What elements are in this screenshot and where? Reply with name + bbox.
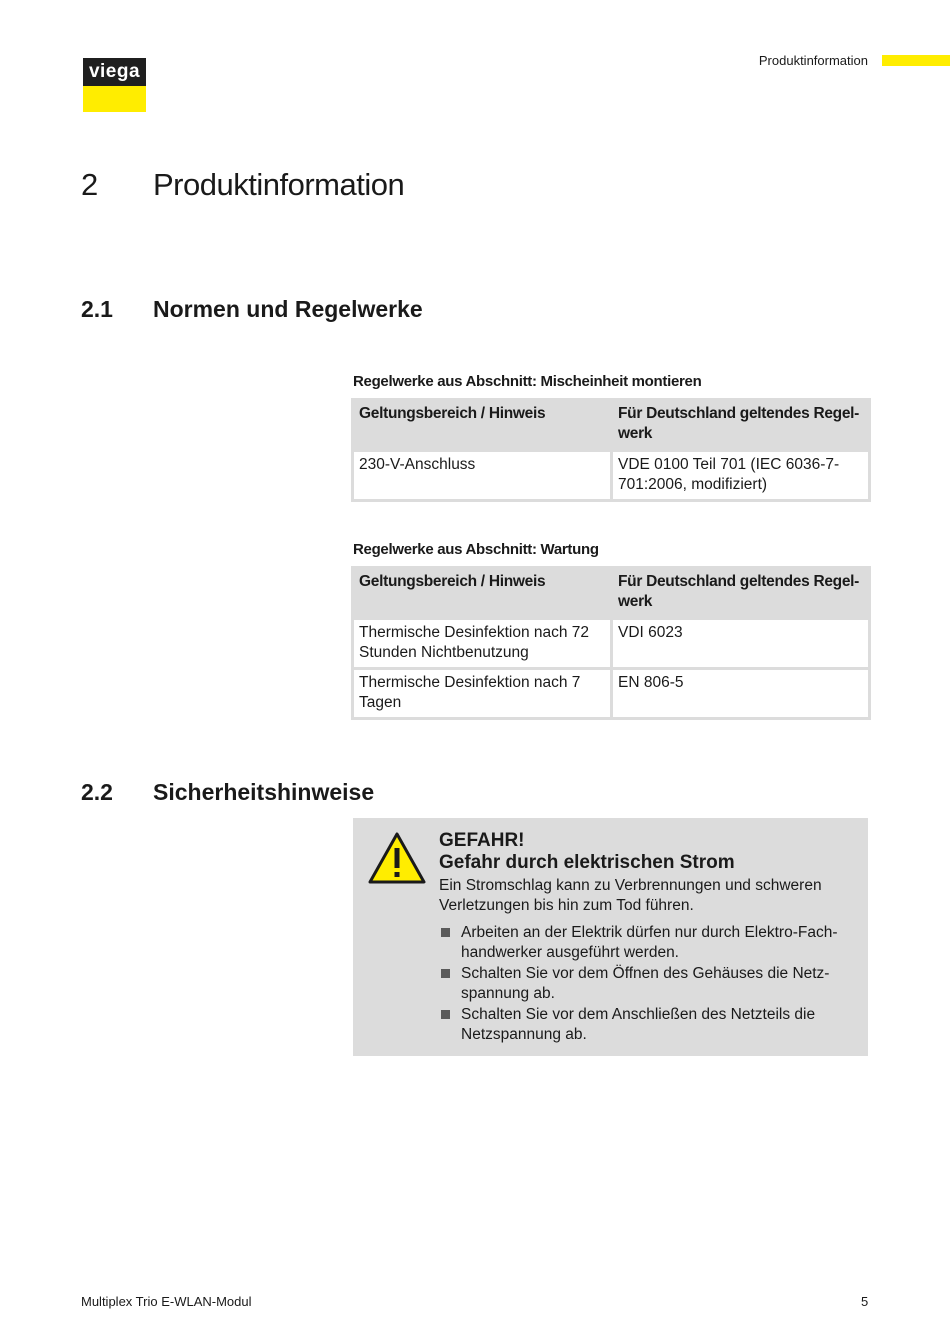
warning-title: Gefahr durch elektrischen Strom	[439, 852, 735, 873]
square-bullet-icon	[441, 969, 450, 978]
header-accent-bar	[882, 55, 950, 66]
table-cell: VDI 6023	[613, 620, 868, 667]
footer-product-name: Multiplex Trio E-WLAN-Modul	[81, 1294, 252, 1309]
table-caption-wartung: Regelwerke aus Abschnitt: Wartung	[353, 541, 599, 558]
list-item-text: Arbeiten an der Elektrik dürfen nur durch Elektro-Fach-handwerker ausgeführt werden.	[461, 924, 838, 961]
section-number: 2.2	[81, 779, 113, 805]
warning-description: Ein Stromschlag kann zu Verbrennungen und schweren Verletzungen bis hin zum Tod führen.	[439, 877, 822, 914]
warning-signal-word: GEFAHR!	[439, 830, 525, 851]
header-cell: Geltungsbereich / Hinweis	[359, 573, 546, 590]
list-item	[439, 1005, 859, 1044]
table-cell: Thermische Desinfektion nach 7 Tagen	[354, 670, 610, 717]
list-item-text: Schalten Sie vor dem Anschließen des Netzteils die Netzspannung ab.	[461, 1006, 816, 1043]
list-item	[439, 923, 859, 962]
table-cell: 230-V-Anschluss	[354, 452, 610, 499]
square-bullet-icon	[441, 1010, 450, 1019]
warning-content	[439, 830, 859, 1046]
table-header-row	[354, 569, 868, 617]
standards-table-wartung	[351, 566, 871, 720]
section-title: Sicherheitshinweise	[153, 779, 375, 805]
section-title: Normen und Regelwerke	[153, 296, 423, 322]
standards-table-mischeinheit	[351, 398, 871, 502]
table-row	[354, 452, 868, 499]
viega-logo	[83, 58, 146, 112]
table-cell: VDE 0100 Teil 701 (IEC 6036-7-701:2006, modifiziert)	[613, 452, 868, 499]
table-row	[354, 620, 868, 667]
warning-instruction-list	[439, 923, 859, 1044]
table-header-row	[354, 401, 868, 449]
table-cell: Thermische Desinfektion nach 72 Stunden Nichtbenutzung	[354, 620, 610, 667]
square-bullet-icon	[441, 928, 450, 937]
table-row	[354, 670, 868, 717]
running-header: Produktinformation	[758, 53, 868, 68]
chapter-number: 2	[81, 167, 98, 202]
danger-warning-box	[353, 818, 868, 1056]
header-cell: Für Deutschland geltendes Regel-werk	[618, 573, 860, 610]
warning-triangle-icon	[367, 831, 427, 885]
list-item-text: Schalten Sie vor dem Öffnen des Gehäuses die Netz-spannung ab.	[461, 965, 830, 1002]
table-cell: EN 806-5	[613, 670, 868, 717]
chapter-title: Produktinformation	[153, 167, 405, 202]
footer-page-number: 5	[861, 1294, 869, 1309]
table-caption-mischeinheit: Regelwerke aus Abschnitt: Mischeinheit montieren	[353, 373, 702, 390]
header-cell: Für Deutschland geltendes Regel-werk	[618, 405, 860, 442]
list-item	[439, 964, 859, 1003]
logo-text: viega	[83, 58, 146, 86]
section-number: 2.1	[81, 296, 113, 322]
header-cell: Geltungsbereich / Hinweis	[359, 405, 546, 422]
logo-yellow-block	[83, 86, 146, 112]
